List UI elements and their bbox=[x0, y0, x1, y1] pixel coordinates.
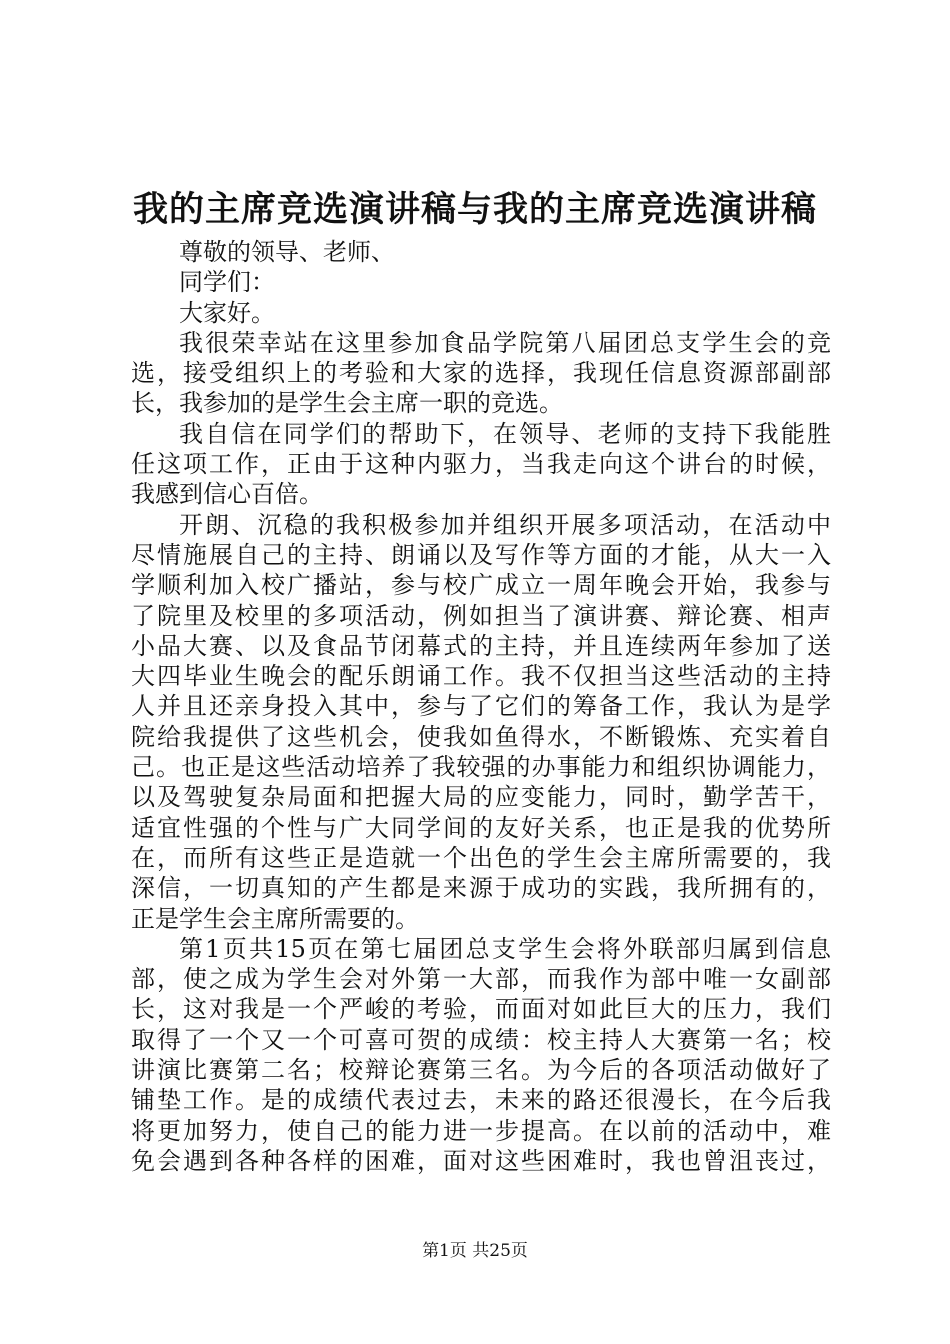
text-line: 部，使之成为学生会对外第一大部，而我作为部中唯一女副部 bbox=[131, 965, 831, 994]
text-line: 长，我参加的是学生会主席一职的竞选。 bbox=[131, 389, 563, 418]
text-line: 了院里及校里的多项活动，例如担当了演讲赛、辩论赛、相声 bbox=[131, 601, 831, 630]
text-line: 免会遇到各种各样的困难，面对这些困难时，我也曾沮丧过， bbox=[131, 1146, 831, 1175]
text-line: 大家好。 bbox=[179, 298, 275, 327]
text-line: 人并且还亲身投入其中，参与了它们的筹备工作，我认为是学 bbox=[131, 692, 831, 721]
text-line: 己。也正是这些活动培养了我较强的办事能力和组织协调能力， bbox=[131, 753, 831, 782]
page-footer: 第1页 共25页 bbox=[422, 1241, 528, 1261]
text-line: 选，接受组织上的考验和大家的选择，我现任信息资源部副部 bbox=[131, 359, 831, 388]
text-line: 深信，一切真知的产生都是来源于成功的实践，我所拥有的， bbox=[131, 874, 831, 903]
text-line: 大四毕业生晚会的配乐朗诵工作。我不仅担当这些活动的主持 bbox=[131, 662, 831, 691]
text-line: 小品大赛、以及食品节闭幕式的主持，并且连续两年参加了送 bbox=[131, 631, 831, 660]
text-line: 第1页共15页在第七届团总支学生会将外联部归属到信息 bbox=[179, 934, 831, 963]
text-line: 任这项工作，正由于这种内驱力，当我走向这个讲台的时候， bbox=[131, 450, 831, 479]
text-line: 取得了一个又一个可喜可贺的成绩：校主持人大赛第一名；校 bbox=[131, 1025, 831, 1054]
text-line: 尽情施展自己的主持、朗诵以及写作等方面的才能，从大一入 bbox=[131, 540, 831, 569]
document-title: 我的主席竞选演讲稿与我的主席竞选演讲稿 bbox=[132, 189, 817, 230]
text-line: 我自信在同学们的帮助下，在领导、老师的支持下我能胜 bbox=[179, 419, 831, 448]
text-line: 长，这对我是一个严峻的考验，而面对如此巨大的压力，我们 bbox=[131, 995, 831, 1024]
text-line: 同学们： bbox=[179, 268, 275, 297]
text-line: 开朗、沉稳的我积极参加并组织开展多项活动，在活动中 bbox=[179, 510, 831, 539]
text-line: 在，而所有这些正是造就一个出色的学生会主席所需要的，我 bbox=[131, 843, 831, 872]
text-line: 以及驾驶复杂局面和把握大局的应变能力，同时，勤学苦干， bbox=[131, 783, 831, 812]
text-line: 将更加努力，使自己的能力进一步提高。在以前的活动中，难 bbox=[131, 1116, 831, 1145]
text-line: 适宜性强的个性与广大同学间的友好关系，也正是我的优势所 bbox=[131, 813, 831, 842]
text-line: 铺垫工作。是的成绩代表过去，未来的路还很漫长，在今后我 bbox=[131, 1086, 831, 1115]
document-body bbox=[131, 237, 831, 1176]
text-line: 正是学生会主席所需要的。 bbox=[131, 904, 419, 933]
text-line: 院给我提供了这些机会，使我如鱼得水，不断锻炼、充实着自 bbox=[131, 722, 831, 751]
text-line: 我很荣幸站在这里参加食品学院第八届团总支学生会的竞 bbox=[179, 328, 831, 357]
text-line: 学顺利加入校广播站，参与校广成立一周年晚会开始，我参与 bbox=[131, 571, 831, 600]
text-line: 讲演比赛第二名；校辩论赛第三名。为今后的各项活动做好了 bbox=[131, 1056, 831, 1085]
text-line: 我感到信心百倍。 bbox=[131, 480, 323, 509]
text-line: 尊敬的领导、老师、 bbox=[179, 238, 395, 266]
